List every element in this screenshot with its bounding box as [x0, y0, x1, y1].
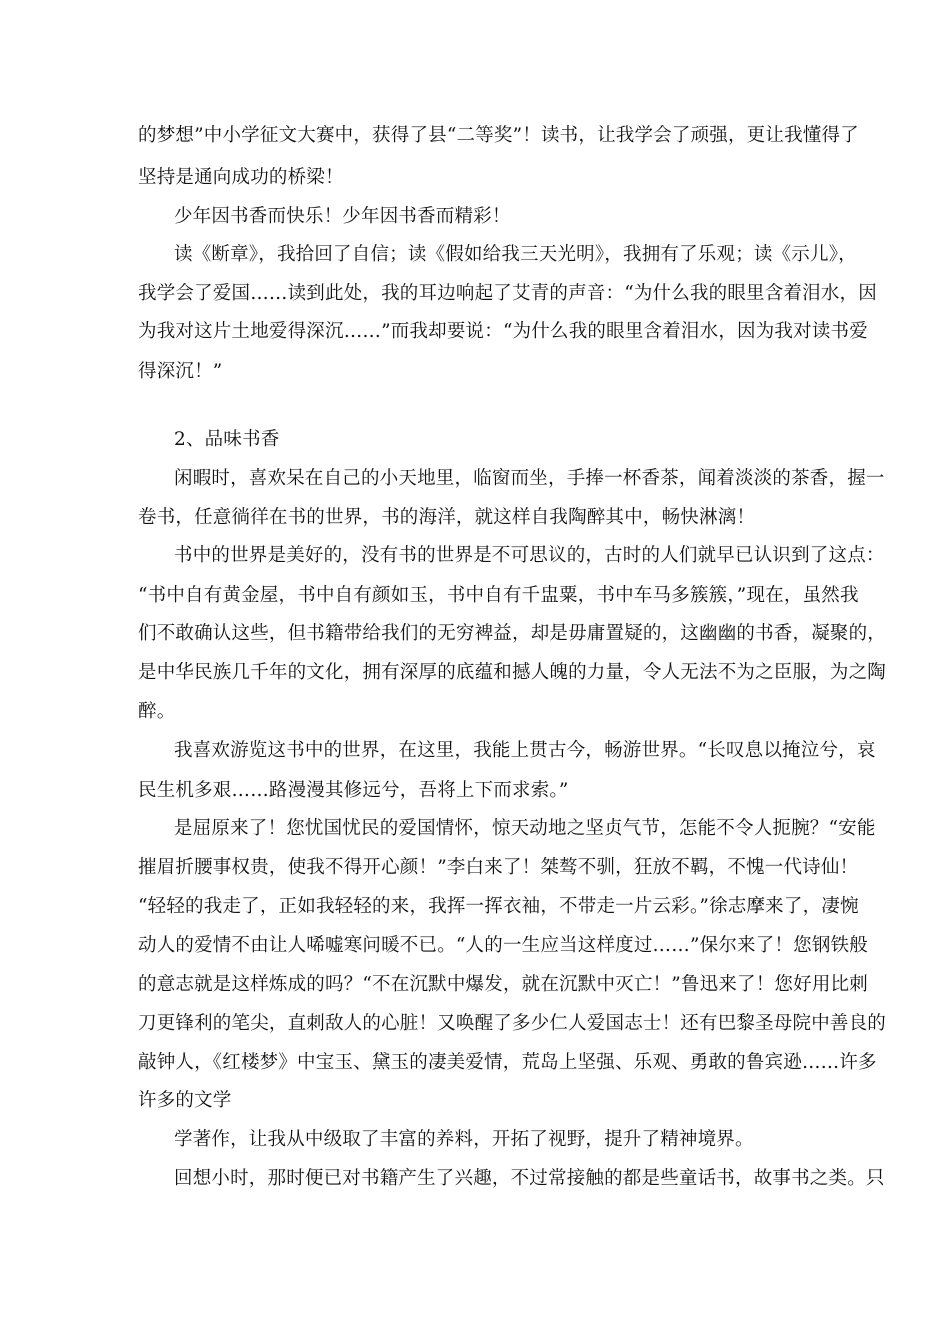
- text-line: 敲钟人，《红楼梦》中宝玉、黛玉的凄美爱情，荒岛上坚强、乐观、勇敢的鲁宾逊……许多: [138, 1052, 877, 1073]
- section-heading: 2、品味书香: [174, 429, 280, 450]
- text-line: 动人的爱情不由让人唏嘘寒问暖不已。“人的一生应当这样度过……”保尔来了！您钢铁般: [138, 935, 868, 956]
- text-line: 得深沉！”: [138, 361, 223, 382]
- text-line: 的意志就是这样炼成的吗？“不在沉默中爆发，就在沉默中灭亡！”鲁迅来了！您好用比刺: [138, 974, 868, 995]
- text-line: 卷书，任意徜徉在书的世界，书的海洋，就这样自我陶醉其中，畅快淋漓！: [138, 507, 756, 528]
- text-line: 民生机多艰……路漫漫其修远兮，吾将上下而求索。”: [138, 780, 569, 801]
- text-line: 闲暇时，喜欢呆在自己的小天地里，临窗而坐，手捧一杯香茶，闻着淡淡的茶香，握一: [174, 468, 885, 489]
- text-line: 回想小时，那时便已对书籍产生了兴趣，不过常接触的都是些童话书，故事书之类。只: [174, 1168, 885, 1189]
- text-line: “书中自有黄金屋，书中自有颜如玉，书中自有千盅粟，书中车马多簇簇，”现在，虽然我: [138, 585, 859, 606]
- text-line: 醉。: [138, 701, 176, 722]
- text-line: 摧眉折腰事权贵，使我不得开心颜！”李白来了！桀骜不驯，狂放不羁，不愧一代诗仙！: [138, 857, 859, 878]
- text-line: 刀更锋利的笔尖，直刺敌人的心脏！又唤醒了多少仁人爱国志士！还有巴黎圣母院中善良的: [138, 1013, 887, 1034]
- text-line: 们不敢确认这些，但书籍带给我们的无穷裨益，却是毋庸置疑的，这幽幽的书香，凝聚的，: [138, 623, 887, 644]
- text-line: 坚持是通向成功的桥梁！: [138, 167, 344, 188]
- text-line: 书中的世界是美好的，没有书的世界是不可思议的，古时的人们就早已认识到了这点：: [174, 545, 885, 566]
- text-line: “轻轻的我走了，正如我轻轻的来，我挥一挥衣袖，不带走一片云彩。”徐志摩来了，凄惋: [138, 896, 859, 917]
- text-line: 少年因书香而快乐！少年因书香而精彩！: [174, 206, 511, 227]
- text-line: 是中华民族几千年的文化，拥有深厚的底蕴和撼人魄的力量，令人无法不为之臣服，为之陶: [138, 662, 887, 683]
- text-line: 是屈原来了！您忧国忧民的爱国情怀，惊天动地之坚贞气节，怎能不令人扼腕？“安能: [174, 818, 876, 839]
- text-line: 的梦想”中小学征文大赛中，获得了县“二等奖”！读书，让我学会了顽强，更让我懂得了: [138, 125, 859, 146]
- text-line: 读《断章》，我拾回了自信；读《假如给我三天光明》，我拥有了乐观；读《示儿》，: [174, 244, 857, 265]
- text-line: 我喜欢游览这书中的世界，在这里，我能上贯古今，畅游世界。“长叹息以掩泣兮，哀: [174, 740, 876, 761]
- text-line: 学著作，让我从中级取了丰富的养料，开拓了视野，提升了精神境界。: [174, 1129, 754, 1150]
- text-line: 为我对这片土地爱得深沉……”而我却要说：“为什么我的眼里含着泪水，因为我对读书爱: [138, 321, 868, 342]
- text-line: 我学会了爱国……读到此处，我的耳边响起了艾青的声音：“为什么我的眼里含着泪水，因: [138, 283, 877, 304]
- text-line: 许多的文学: [138, 1090, 232, 1111]
